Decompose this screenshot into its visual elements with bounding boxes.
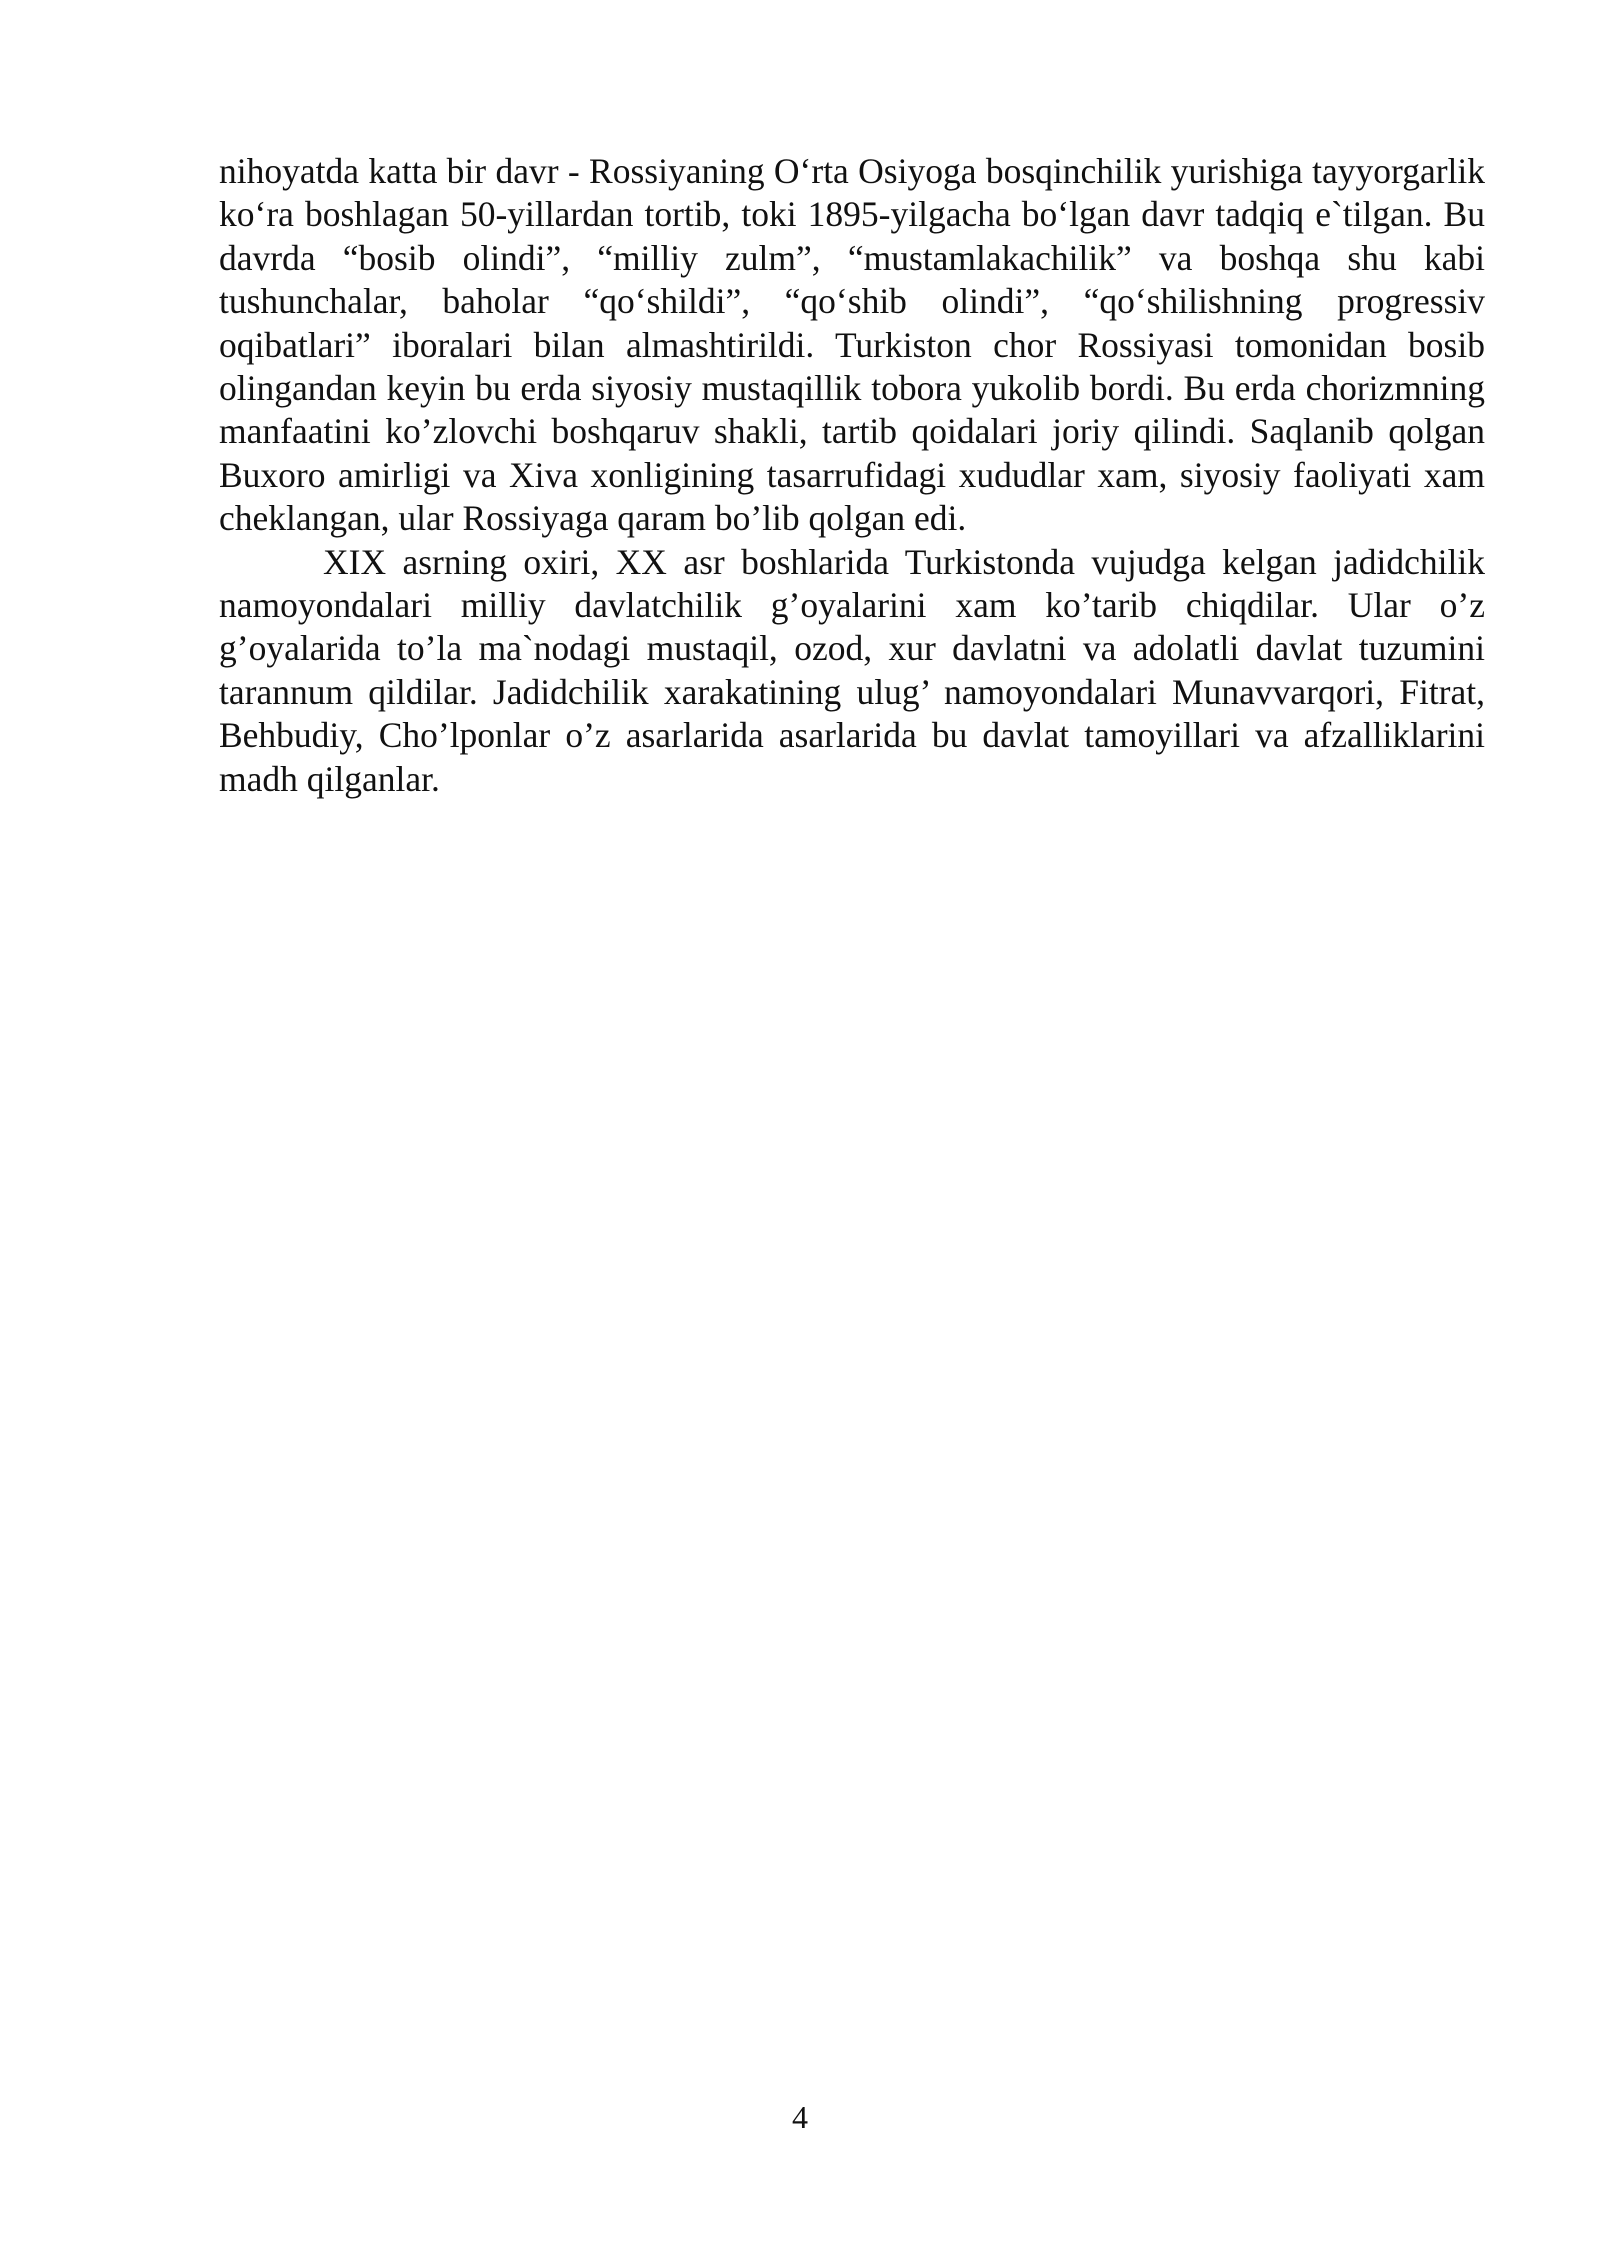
paragraph-1: nihoyatda katta bir davr - Rossiyaning O‘rta Osiyoga bosqinchilik yurishiga tayyorgarlik ko‘ra boshlagan 50-yillardan tortib, toki 1895-yilgacha bo‘lgan davr tadqiq e`tilgan. Bu davrda “bosib olindi”, “milliy zulm”, “mustamlakachilik” va boshqa shu kabi tushunchalar, baholar “qo‘shildi”, “qo‘shib olindi”, “qo‘shilishning progressiv oqibatlari” iboralari bilan almashtirildi. Turkiston chor Rossiyasi tomonidan bosib olingandan keyin bu erda siyosiy mustaqillik tobora yukolib bordi. Bu erda chorizmning manfaatini ko’zlovchi boshqaruv shakli, tartib qoidalari joriy qilindi. Saqlanib qolgan Buxoro amirligi va Xiva xonligining tasarrufidagi xududlar xam, siyosiy faoliyati xam cheklangan, ular Rossiyaga qaram bo’lib qolgan edi. (219, 151, 1485, 539)
page-number: 4 (792, 2099, 808, 2135)
paragraph-2: XIX asrning oxiri, XX asr boshlarida Turkistonda vujudga kelgan jadidchilik namoyondalari milliy davlatchilik g’oyalarini xam ko’tarib chiqdilar. Ular o’z g’oyalarida to’la ma`nodagi mustaqil, ozod, xur davlatni va adolatli davlat tuzumini tarannum qildilar. Jadidchilik xarakatining ulug’ namoyondalari Munavvarqori, Fitrat, Behbudiy, Cho’lponlar o’z asarlarida asarlarida bu davlat tamoyillari va afzalliklarini madh qilganlar. (219, 541, 1485, 799)
body-text (219, 150, 1485, 801)
